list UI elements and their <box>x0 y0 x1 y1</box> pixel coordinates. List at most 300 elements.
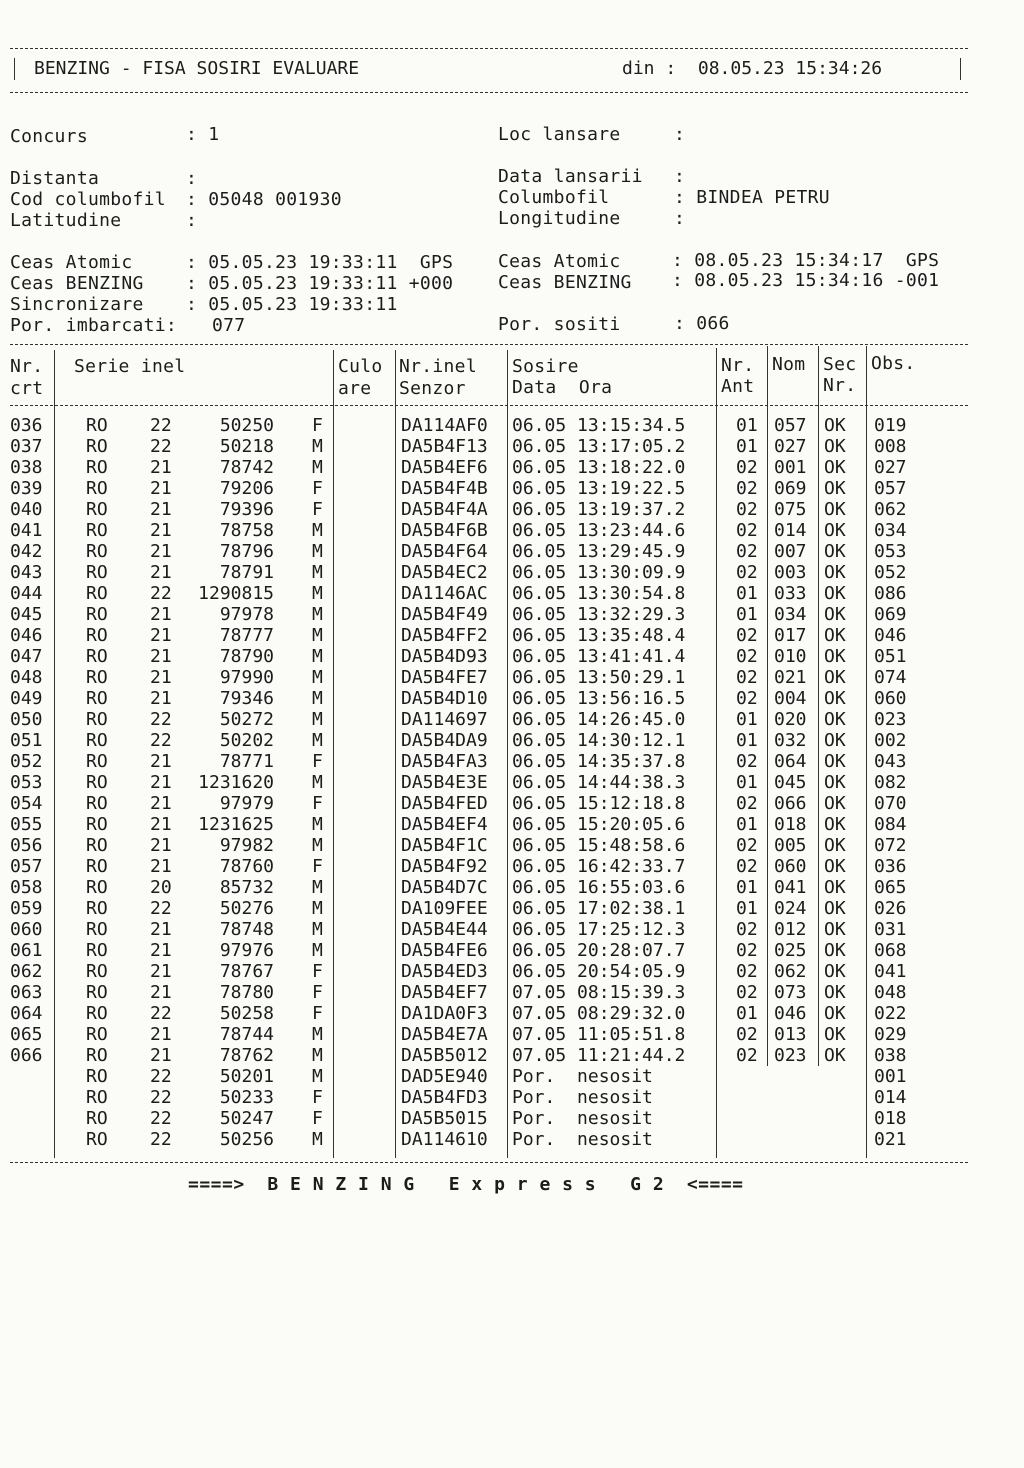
antenna-number: 01 <box>736 1003 758 1024</box>
ring-country: RO <box>86 982 108 1003</box>
nom-number: 014 <box>774 520 807 541</box>
sex: M <box>312 730 323 751</box>
ring-number: 97990 <box>219 667 274 688</box>
security-status: OK <box>824 1024 846 1045</box>
observation: 053 <box>874 541 907 562</box>
arrival-time: 06.05 13:19:37.2 <box>512 499 686 520</box>
ring-number: 78790 <box>219 646 274 667</box>
ring-year: 21 <box>150 1024 172 1045</box>
ring-year: 22 <box>150 436 172 457</box>
antenna-number: 02 <box>736 625 758 646</box>
antenna-number: 02 <box>736 541 758 562</box>
sensor-ring: DA5B5015 <box>401 1108 488 1129</box>
col-culoare-header: are <box>338 378 372 399</box>
ring-number: 78760 <box>219 856 274 877</box>
arrival-time: 06.05 17:02:38.1 <box>512 898 686 919</box>
row-number: 065 <box>10 1024 43 1045</box>
table-row <box>0 646 1024 667</box>
nom-number: 046 <box>774 1003 807 1024</box>
security-status: OK <box>824 499 846 520</box>
table-row <box>0 856 1024 877</box>
ring-year: 22 <box>150 709 172 730</box>
sensor-ring: DA5B4FA3 <box>401 751 488 772</box>
row-number: 036 <box>10 415 43 436</box>
arrival-time: 06.05 14:35:37.8 <box>512 751 686 772</box>
ring-country: RO <box>86 562 108 583</box>
arrival-time: 06.05 14:26:45.0 <box>512 709 686 730</box>
arrival-time: Por. nesosit <box>512 1108 653 1129</box>
sensor-ring: DA5B4D93 <box>401 646 488 667</box>
col-crt-header: crt <box>10 378 44 399</box>
observation: 022 <box>874 1003 907 1024</box>
row-number: 047 <box>10 646 43 667</box>
security-status: OK <box>824 835 846 856</box>
ring-year: 21 <box>150 835 172 856</box>
table-row <box>0 730 1024 751</box>
security-status: OK <box>824 709 846 730</box>
ring-country: RO <box>86 751 108 772</box>
sensor-ring: DA5B4DA9 <box>401 730 488 751</box>
row-number: 054 <box>10 793 43 814</box>
ring-number: 50250 <box>219 415 274 436</box>
row-number: 053 <box>10 772 43 793</box>
latitudine-label: Latitudine <box>10 210 122 231</box>
observation: 026 <box>874 898 907 919</box>
antenna-number: 02 <box>736 520 758 541</box>
nom-number: 005 <box>774 835 807 856</box>
sex: M <box>312 583 323 604</box>
nom-number: 020 <box>774 709 807 730</box>
ring-country: RO <box>86 1087 108 1108</box>
ceas-atomic-end-label: Ceas Atomic <box>498 251 621 272</box>
sex: F <box>312 856 323 877</box>
ring-year: 21 <box>150 940 172 961</box>
antenna-number: 02 <box>736 1024 758 1045</box>
row-number: 044 <box>10 583 43 604</box>
antenna-number: 01 <box>736 604 758 625</box>
observation: 034 <box>874 520 907 541</box>
nom-number: 032 <box>774 730 807 751</box>
observation: 036 <box>874 856 907 877</box>
sensor-ring: DA5B4E44 <box>401 919 488 940</box>
sex: M <box>312 688 323 709</box>
header-right-border <box>960 58 961 80</box>
table-row <box>0 625 1024 646</box>
col-obs-header: Obs. <box>871 353 916 374</box>
arrival-time: 07.05 08:29:32.0 <box>512 1003 686 1024</box>
cod-columbofil-label: Cod columbofil <box>10 189 166 210</box>
table-row <box>0 499 1024 520</box>
antenna-number: 02 <box>736 478 758 499</box>
row-number: 058 <box>10 877 43 898</box>
antenna-number: 01 <box>736 415 758 436</box>
arrival-time: 06.05 13:23:44.6 <box>512 520 686 541</box>
observation: 048 <box>874 982 907 1003</box>
row-number: 049 <box>10 688 43 709</box>
arrival-time: 06.05 14:30:12.1 <box>512 730 686 751</box>
table-row <box>0 1087 1024 1108</box>
col-ant-header: Nr. <box>721 355 755 376</box>
sensor-ring: DA5B4EF6 <box>401 457 488 478</box>
nom-number: 041 <box>774 877 807 898</box>
observation: 008 <box>874 436 907 457</box>
ring-year: 21 <box>150 1045 172 1066</box>
sex: M <box>312 1024 323 1045</box>
sensor-ring: DA5B4F4A <box>401 499 488 520</box>
nom-number: 024 <box>774 898 807 919</box>
row-number: 046 <box>10 625 43 646</box>
ring-country: RO <box>86 583 108 604</box>
ring-country: RO <box>86 520 108 541</box>
sex: M <box>312 562 323 583</box>
ring-year: 21 <box>150 478 172 499</box>
ring-number: 78771 <box>219 751 274 772</box>
ring-number: 1290815 <box>198 583 274 604</box>
ring-year: 22 <box>150 1003 172 1024</box>
arrival-time: Por. nesosit <box>512 1087 653 1108</box>
ceas-benzing-end-label: Ceas BENZING <box>498 272 632 293</box>
row-number: 048 <box>10 667 43 688</box>
report-date-value: 08.05.23 15:34:26 <box>697 58 883 79</box>
sex: M <box>312 1129 323 1150</box>
observation: 068 <box>874 940 907 961</box>
security-status: OK <box>824 1003 846 1024</box>
ring-year: 21 <box>150 982 172 1003</box>
table-row <box>0 1024 1024 1045</box>
concurs-value: : 1 <box>186 124 220 145</box>
ceas-benzing-start-value: : 05.05.23 19:33:11 +000 <box>186 273 454 294</box>
row-number: 057 <box>10 856 43 877</box>
table-row <box>0 562 1024 583</box>
nom-number: 013 <box>774 1024 807 1045</box>
security-status: OK <box>824 856 846 877</box>
porumbei-imbarcati-label: Por. imbarcati: <box>10 315 178 336</box>
ring-number: 1231620 <box>198 772 274 793</box>
ring-country: RO <box>86 415 108 436</box>
observation: 031 <box>874 919 907 940</box>
nom-number: 069 <box>774 478 807 499</box>
sensor-ring: DA1DA0F3 <box>401 1003 488 1024</box>
ring-country: RO <box>86 856 108 877</box>
table-row <box>0 772 1024 793</box>
longitudine-value: : <box>674 208 686 229</box>
observation: 023 <box>874 709 907 730</box>
row-number: 045 <box>10 604 43 625</box>
ring-year: 21 <box>150 562 172 583</box>
arrival-time: 06.05 13:15:34.5 <box>512 415 686 436</box>
data-lansarii-value: : <box>674 166 686 187</box>
arrival-time: 07.05 08:15:39.3 <box>512 982 686 1003</box>
row-number: 063 <box>10 982 43 1003</box>
observation: 029 <box>874 1024 907 1045</box>
antenna-number: 02 <box>736 793 758 814</box>
security-status: OK <box>824 688 846 709</box>
sex: F <box>312 1087 323 1108</box>
sex: M <box>312 1066 323 1087</box>
header-left-border <box>14 58 15 80</box>
sensor-ring: DA5B4FE6 <box>401 940 488 961</box>
nom-number: 025 <box>774 940 807 961</box>
antenna-number: 01 <box>736 772 758 793</box>
ring-year: 22 <box>150 1108 172 1129</box>
sex: M <box>312 520 323 541</box>
arrival-time: 06.05 13:35:48.4 <box>512 625 686 646</box>
sex: F <box>312 478 323 499</box>
ring-year: 21 <box>150 667 172 688</box>
ring-year: 21 <box>150 457 172 478</box>
sex: M <box>312 898 323 919</box>
nom-number: 073 <box>774 982 807 1003</box>
concurs-label: Concurs <box>10 126 88 147</box>
antenna-number: 02 <box>736 667 758 688</box>
security-status: OK <box>824 583 846 604</box>
observation: 062 <box>874 499 907 520</box>
observation: 052 <box>874 562 907 583</box>
table-row <box>0 940 1024 961</box>
ring-number: 1231625 <box>198 814 274 835</box>
arrival-time: 06.05 20:28:07.7 <box>512 940 686 961</box>
sex: F <box>312 982 323 1003</box>
row-number: 059 <box>10 898 43 919</box>
row-number: 050 <box>10 709 43 730</box>
row-number: 064 <box>10 1003 43 1024</box>
ring-year: 21 <box>150 499 172 520</box>
observation: 070 <box>874 793 907 814</box>
arrival-time: 06.05 13:17:05.2 <box>512 436 686 457</box>
ceas-benzing-end-value: : 08.05.23 15:34:16 -001 <box>672 270 940 291</box>
ring-year: 22 <box>150 1066 172 1087</box>
sensor-ring: DA5B4E3E <box>401 772 488 793</box>
table-row <box>0 667 1024 688</box>
arrival-time: 06.05 13:41:41.4 <box>512 646 686 667</box>
ring-number: 78796 <box>219 541 274 562</box>
ring-number: 50202 <box>219 730 274 751</box>
ring-year: 21 <box>150 961 172 982</box>
observation: 014 <box>874 1087 907 1108</box>
nom-number: 045 <box>774 772 807 793</box>
nom-number: 062 <box>774 961 807 982</box>
col-nrinel-header: Nr.inel <box>399 356 477 377</box>
col-culo-header: Culo <box>338 356 383 377</box>
ring-number: 50218 <box>219 436 274 457</box>
table-row <box>0 1129 1024 1150</box>
sensor-ring: DA5B4F1C <box>401 835 488 856</box>
observation: 019 <box>874 415 907 436</box>
security-status: OK <box>824 478 846 499</box>
sex: M <box>312 646 323 667</box>
ring-year: 22 <box>150 1087 172 1108</box>
sensor-ring: DA109FEE <box>401 898 488 919</box>
antenna-number: 02 <box>736 562 758 583</box>
security-status: OK <box>824 625 846 646</box>
security-status: OK <box>824 457 846 478</box>
observation: 072 <box>874 835 907 856</box>
sensor-ring: DA5B4EF4 <box>401 814 488 835</box>
table-row <box>0 877 1024 898</box>
security-status: OK <box>824 415 846 436</box>
observation: 038 <box>874 1045 907 1066</box>
table-row <box>0 1045 1024 1066</box>
security-status: OK <box>824 751 846 772</box>
ring-year: 21 <box>150 646 172 667</box>
table-row <box>0 520 1024 541</box>
ring-number: 78744 <box>219 1024 274 1045</box>
arrival-time: 06.05 15:12:18.8 <box>512 793 686 814</box>
security-status: OK <box>824 667 846 688</box>
header-bottom-border <box>10 92 968 93</box>
nom-number: 027 <box>774 436 807 457</box>
observation: 082 <box>874 772 907 793</box>
sensor-ring: DA114610 <box>401 1129 488 1150</box>
ring-year: 21 <box>150 541 172 562</box>
ring-year: 21 <box>150 772 172 793</box>
sensor-ring: DA5B4FE7 <box>401 667 488 688</box>
sex: M <box>312 667 323 688</box>
ring-country: RO <box>86 1066 108 1087</box>
sex: M <box>312 709 323 730</box>
ring-country: RO <box>86 1045 108 1066</box>
ring-number: 97982 <box>219 835 274 856</box>
table-row <box>0 1108 1024 1129</box>
observation: 041 <box>874 961 907 982</box>
cod-columbofil-value: : 05048 001930 <box>186 189 342 210</box>
ceas-atomic-end-value: : 08.05.23 15:34:17 GPS <box>672 250 940 271</box>
ring-year: 20 <box>150 877 172 898</box>
sincronizare-value: : 05.05.23 19:33:11 <box>186 294 398 315</box>
loc-lansare-value: : <box>674 124 686 145</box>
sex: F <box>312 499 323 520</box>
nom-number: 004 <box>774 688 807 709</box>
security-status: OK <box>824 877 846 898</box>
row-number: 066 <box>10 1045 43 1066</box>
ring-number: 79206 <box>219 478 274 499</box>
arrival-time: 06.05 13:29:45.9 <box>512 541 686 562</box>
longitudine-label: Longitudine <box>498 208 621 229</box>
observation: 057 <box>874 478 907 499</box>
ceas-benzing-start-label: Ceas BENZING <box>10 273 144 294</box>
observation: 069 <box>874 604 907 625</box>
antenna-number: 02 <box>736 499 758 520</box>
sensor-ring: DA114697 <box>401 709 488 730</box>
nom-number: 018 <box>774 814 807 835</box>
arrival-time: Por. nesosit <box>512 1129 653 1150</box>
observation: 084 <box>874 814 907 835</box>
arrival-time: 06.05 13:30:54.8 <box>512 583 686 604</box>
observation: 065 <box>874 877 907 898</box>
distanta-value: : <box>186 168 198 189</box>
nom-number: 010 <box>774 646 807 667</box>
antenna-number: 02 <box>736 1045 758 1066</box>
sex: M <box>312 625 323 646</box>
ring-number: 50256 <box>219 1129 274 1150</box>
observation: 060 <box>874 688 907 709</box>
sensor-ring: DA5B4E7A <box>401 1024 488 1045</box>
ring-number: 78791 <box>219 562 274 583</box>
antenna-number: 02 <box>736 835 758 856</box>
nom-number: 007 <box>774 541 807 562</box>
columbofil-value: : BINDEA PETRU <box>674 187 830 208</box>
observation: 027 <box>874 457 907 478</box>
sensor-ring: DA5B4F4B <box>401 478 488 499</box>
ring-year: 21 <box>150 688 172 709</box>
sensor-ring: DA5B4F49 <box>401 604 488 625</box>
antenna-number: 02 <box>736 961 758 982</box>
antenna-number: 01 <box>736 814 758 835</box>
ring-number: 85732 <box>219 877 274 898</box>
antenna-number: 02 <box>736 751 758 772</box>
col-nr-header: Nr. <box>10 356 44 377</box>
row-number: 042 <box>10 541 43 562</box>
row-number: 052 <box>10 751 43 772</box>
ring-country: RO <box>86 1129 108 1150</box>
antenna-number: 02 <box>736 919 758 940</box>
col-nom-header: Nom <box>772 354 806 375</box>
sex: M <box>312 814 323 835</box>
sex: M <box>312 772 323 793</box>
sensor-ring: DA114AF0 <box>401 415 488 436</box>
nom-number: 057 <box>774 415 807 436</box>
sensor-ring: DA5B4F92 <box>401 856 488 877</box>
ring-year: 22 <box>150 415 172 436</box>
distanta-label: Distanta <box>10 168 100 189</box>
nom-number: 064 <box>774 751 807 772</box>
table-row <box>0 898 1024 919</box>
sex: M <box>312 604 323 625</box>
security-status: OK <box>824 604 846 625</box>
table-row <box>0 835 1024 856</box>
ring-number: 79396 <box>219 499 274 520</box>
ring-country: RO <box>86 793 108 814</box>
ring-number: 78767 <box>219 961 274 982</box>
arrival-time: 06.05 13:19:22.5 <box>512 478 686 499</box>
table-row <box>0 1003 1024 1024</box>
antenna-number: 01 <box>736 877 758 898</box>
observation: 043 <box>874 751 907 772</box>
nom-number: 066 <box>774 793 807 814</box>
arrival-time: 06.05 13:56:16.5 <box>512 688 686 709</box>
sex: M <box>312 877 323 898</box>
nom-number: 021 <box>774 667 807 688</box>
ring-number: 79346 <box>219 688 274 709</box>
arrival-time: 07.05 11:21:44.2 <box>512 1045 686 1066</box>
security-status: OK <box>824 814 846 835</box>
ring-year: 22 <box>150 583 172 604</box>
sex: M <box>312 919 323 940</box>
data-lansarii-label: Data lansarii <box>498 166 643 187</box>
nom-number: 012 <box>774 919 807 940</box>
arrival-time: 06.05 20:54:05.9 <box>512 961 686 982</box>
row-number: 038 <box>10 457 43 478</box>
ring-number: 97976 <box>219 940 274 961</box>
ring-year: 21 <box>150 625 172 646</box>
ring-year: 21 <box>150 814 172 835</box>
table-row <box>0 751 1024 772</box>
nom-number: 060 <box>774 856 807 877</box>
table-row <box>0 709 1024 730</box>
col-serie-header: Serie inel <box>74 356 186 377</box>
report-date <box>622 58 882 79</box>
sex: F <box>312 751 323 772</box>
observation: 021 <box>874 1129 907 1150</box>
porumbei-sositi-label: Por. sositi <box>498 314 621 335</box>
arrival-time: 06.05 16:55:03.6 <box>512 877 686 898</box>
ring-year: 21 <box>150 793 172 814</box>
antenna-number: 02 <box>736 457 758 478</box>
antenna-number: 02 <box>736 856 758 877</box>
antenna-number: 02 <box>736 646 758 667</box>
security-status: OK <box>824 898 846 919</box>
row-number: 051 <box>10 730 43 751</box>
